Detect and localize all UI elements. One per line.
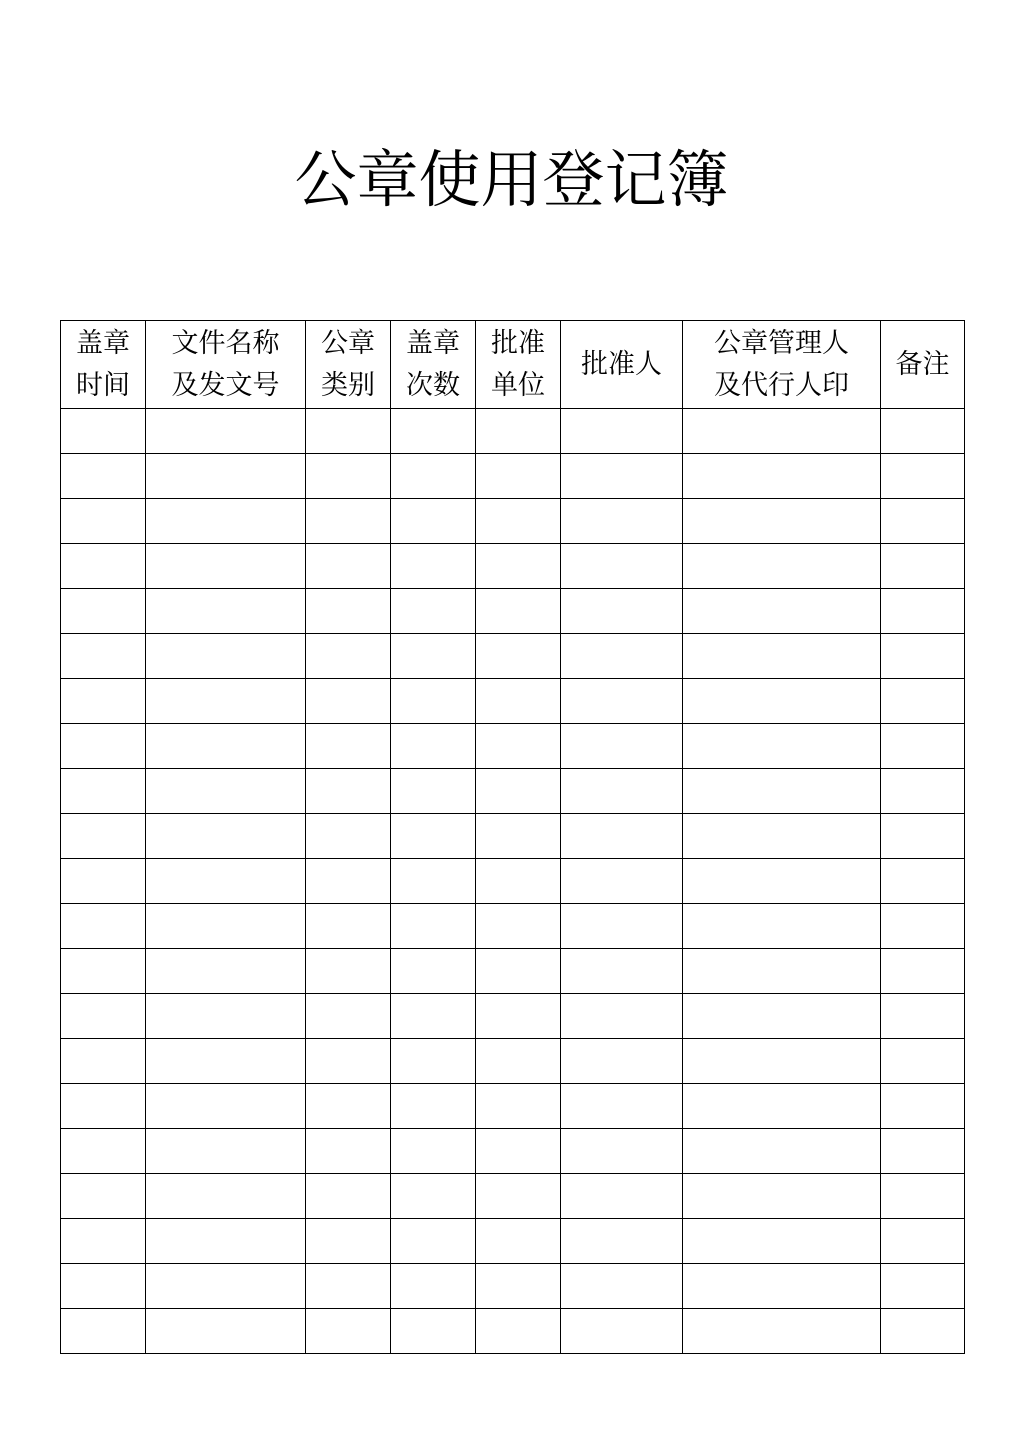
header-remarks: 备注 xyxy=(881,321,965,409)
table-row xyxy=(61,409,965,454)
table-cell[interactable] xyxy=(146,859,306,904)
table-cell[interactable] xyxy=(146,814,306,859)
table-cell[interactable] xyxy=(561,1309,683,1354)
table-cell[interactable] xyxy=(683,859,881,904)
table-cell[interactable] xyxy=(146,409,306,454)
table-cell[interactable] xyxy=(476,1039,561,1084)
table-cell[interactable] xyxy=(391,499,476,544)
table-cell[interactable] xyxy=(561,1039,683,1084)
table-cell[interactable] xyxy=(306,544,391,589)
table-cell[interactable] xyxy=(146,1084,306,1129)
table-cell[interactable] xyxy=(61,994,146,1039)
table-cell[interactable] xyxy=(61,679,146,724)
table-cell[interactable] xyxy=(561,1219,683,1264)
table-cell[interactable] xyxy=(146,904,306,949)
table-cell[interactable] xyxy=(476,544,561,589)
seal-usage-register-table xyxy=(60,320,965,1354)
table-cell[interactable] xyxy=(146,499,306,544)
table-cell[interactable] xyxy=(561,634,683,679)
table-cell[interactable] xyxy=(146,994,306,1039)
table-cell[interactable] xyxy=(306,949,391,994)
table-cell[interactable] xyxy=(683,1084,881,1129)
table-cell[interactable] xyxy=(683,769,881,814)
table-cell[interactable] xyxy=(476,409,561,454)
table-cell[interactable] xyxy=(391,994,476,1039)
table-cell[interactable] xyxy=(561,949,683,994)
table-cell[interactable] xyxy=(561,1084,683,1129)
table-row xyxy=(61,589,965,634)
table-cell[interactable] xyxy=(683,499,881,544)
table-cell[interactable] xyxy=(61,1039,146,1084)
table-cell[interactable] xyxy=(683,544,881,589)
table-cell[interactable] xyxy=(683,994,881,1039)
table-cell[interactable] xyxy=(476,859,561,904)
table-cell[interactable] xyxy=(61,1129,146,1174)
table-cell[interactable] xyxy=(391,1174,476,1219)
table-cell[interactable] xyxy=(391,409,476,454)
table-row xyxy=(61,904,965,949)
table-cell[interactable] xyxy=(683,1309,881,1354)
table-cell[interactable] xyxy=(881,499,965,544)
table-cell[interactable] xyxy=(881,814,965,859)
table-cell[interactable] xyxy=(306,904,391,949)
header-seal-count: 盖章 次数 xyxy=(391,321,476,409)
table-cell[interactable] xyxy=(146,724,306,769)
table-cell[interactable] xyxy=(881,859,965,904)
table-cell[interactable] xyxy=(306,724,391,769)
table-cell[interactable] xyxy=(561,679,683,724)
table-cell[interactable] xyxy=(476,589,561,634)
table-cell[interactable] xyxy=(476,814,561,859)
table-cell[interactable] xyxy=(391,589,476,634)
table-row xyxy=(61,454,965,499)
table-cell[interactable] xyxy=(61,1219,146,1264)
table-row xyxy=(61,994,965,1039)
table-cell[interactable] xyxy=(683,904,881,949)
page-title: 公章使用登记簿 xyxy=(294,143,729,216)
table-cell[interactable] xyxy=(476,904,561,949)
table-row xyxy=(61,499,965,544)
header-seal-type: 公章 类别 xyxy=(306,321,391,409)
table-cell[interactable] xyxy=(391,769,476,814)
table-cell[interactable] xyxy=(391,724,476,769)
table-cell[interactable] xyxy=(61,409,146,454)
table-cell[interactable] xyxy=(881,1084,965,1129)
table-cell[interactable] xyxy=(881,589,965,634)
table-cell[interactable] xyxy=(561,589,683,634)
table-cell[interactable] xyxy=(476,634,561,679)
table-cell[interactable] xyxy=(391,1264,476,1309)
table-cell[interactable] xyxy=(61,544,146,589)
table-cell[interactable] xyxy=(881,454,965,499)
table-cell[interactable] xyxy=(683,1039,881,1084)
table-cell[interactable] xyxy=(881,409,965,454)
table-cell[interactable] xyxy=(476,949,561,994)
table-cell[interactable] xyxy=(476,1264,561,1309)
table-cell[interactable] xyxy=(391,454,476,499)
table-cell[interactable] xyxy=(306,1039,391,1084)
table-cell[interactable] xyxy=(476,724,561,769)
table-cell[interactable] xyxy=(146,949,306,994)
table-cell[interactable] xyxy=(306,1264,391,1309)
table-cell[interactable] xyxy=(61,769,146,814)
table-cell[interactable] xyxy=(881,544,965,589)
table-cell[interactable] xyxy=(476,1129,561,1174)
table-cell[interactable] xyxy=(476,769,561,814)
table-cell[interactable] xyxy=(881,1219,965,1264)
table-cell[interactable] xyxy=(391,1129,476,1174)
table-cell[interactable] xyxy=(683,1219,881,1264)
table-cell[interactable] xyxy=(61,724,146,769)
table-cell[interactable] xyxy=(683,1264,881,1309)
table-cell[interactable] xyxy=(61,1084,146,1129)
table-cell[interactable] xyxy=(61,1174,146,1219)
table-cell[interactable] xyxy=(61,499,146,544)
table-cell[interactable] xyxy=(61,454,146,499)
table-cell[interactable] xyxy=(683,409,881,454)
table-cell[interactable] xyxy=(476,1219,561,1264)
table-row xyxy=(61,814,965,859)
table-cell[interactable] xyxy=(683,949,881,994)
table-cell[interactable] xyxy=(881,1039,965,1084)
table-cell[interactable] xyxy=(683,814,881,859)
table-row xyxy=(61,544,965,589)
table-row xyxy=(61,1219,965,1264)
table-cell[interactable] xyxy=(561,1174,683,1219)
table-cell[interactable] xyxy=(306,994,391,1039)
table-row xyxy=(61,1129,965,1174)
table-cell[interactable] xyxy=(391,679,476,724)
table-cell[interactable] xyxy=(561,1264,683,1309)
table-cell[interactable] xyxy=(881,724,965,769)
table-cell[interactable] xyxy=(881,949,965,994)
table-cell[interactable] xyxy=(561,454,683,499)
table-cell[interactable] xyxy=(306,1174,391,1219)
table-cell[interactable] xyxy=(391,814,476,859)
table-cell[interactable] xyxy=(146,1309,306,1354)
table-cell[interactable] xyxy=(683,1174,881,1219)
table-cell[interactable] xyxy=(561,1129,683,1174)
table-cell[interactable] xyxy=(881,994,965,1039)
table-row xyxy=(61,859,965,904)
table-cell[interactable] xyxy=(561,814,683,859)
table-cell[interactable] xyxy=(881,1309,965,1354)
table-cell[interactable] xyxy=(306,1129,391,1174)
table-cell[interactable] xyxy=(306,409,391,454)
table-cell[interactable] xyxy=(391,859,476,904)
table-cell[interactable] xyxy=(61,1309,146,1354)
table-body xyxy=(61,409,965,1354)
table-cell[interactable] xyxy=(146,1219,306,1264)
table-cell[interactable] xyxy=(306,634,391,679)
table-row xyxy=(61,1039,965,1084)
table-cell[interactable] xyxy=(476,499,561,544)
table-cell[interactable] xyxy=(561,859,683,904)
table-cell[interactable] xyxy=(391,1219,476,1264)
header-seal-keeper-and-proxy-stamp: 公章管理人 及代行人印 xyxy=(683,321,881,409)
table-row xyxy=(61,634,965,679)
table-cell[interactable] xyxy=(476,1084,561,1129)
table-cell[interactable] xyxy=(561,904,683,949)
table-cell[interactable] xyxy=(306,1309,391,1354)
table-cell[interactable] xyxy=(881,904,965,949)
table-cell[interactable] xyxy=(306,1219,391,1264)
header-seal-time: 盖章 时间 xyxy=(61,321,146,409)
table-cell[interactable] xyxy=(561,724,683,769)
table-row xyxy=(61,724,965,769)
table-cell[interactable] xyxy=(146,544,306,589)
table-cell[interactable] xyxy=(146,1174,306,1219)
table-cell[interactable] xyxy=(476,1309,561,1354)
table-row xyxy=(61,949,965,994)
table-cell[interactable] xyxy=(881,1264,965,1309)
table-cell[interactable] xyxy=(146,679,306,724)
table-cell[interactable] xyxy=(881,1129,965,1174)
table-row xyxy=(61,769,965,814)
table-cell[interactable] xyxy=(391,949,476,994)
table-cell[interactable] xyxy=(683,724,881,769)
table-cell[interactable] xyxy=(306,679,391,724)
table-cell[interactable] xyxy=(476,454,561,499)
table-cell[interactable] xyxy=(146,589,306,634)
table-row xyxy=(61,1174,965,1219)
table-cell[interactable] xyxy=(391,1039,476,1084)
header-document-name-and-number: 文件名称 及发文号 xyxy=(146,321,306,409)
table-cell[interactable] xyxy=(683,634,881,679)
header-approving-unit: 批准 单位 xyxy=(476,321,561,409)
table-cell[interactable] xyxy=(146,1264,306,1309)
table-cell[interactable] xyxy=(476,1174,561,1219)
table-cell[interactable] xyxy=(306,499,391,544)
table-cell[interactable] xyxy=(391,634,476,679)
table-cell[interactable] xyxy=(881,769,965,814)
table-cell[interactable] xyxy=(683,454,881,499)
table-cell[interactable] xyxy=(561,544,683,589)
table-cell[interactable] xyxy=(146,454,306,499)
table-cell[interactable] xyxy=(561,994,683,1039)
table-cell[interactable] xyxy=(391,544,476,589)
table-cell[interactable] xyxy=(476,994,561,1039)
table-cell[interactable] xyxy=(146,634,306,679)
table-cell[interactable] xyxy=(61,1264,146,1309)
table-cell[interactable] xyxy=(561,499,683,544)
table-cell[interactable] xyxy=(306,859,391,904)
table-cell[interactable] xyxy=(561,769,683,814)
table-cell[interactable] xyxy=(61,814,146,859)
table-cell[interactable] xyxy=(146,769,306,814)
table-cell[interactable] xyxy=(881,1174,965,1219)
table-cell[interactable] xyxy=(61,589,146,634)
table-cell[interactable] xyxy=(306,769,391,814)
table-cell[interactable] xyxy=(881,634,965,679)
table-cell[interactable] xyxy=(61,904,146,949)
table-cell[interactable] xyxy=(391,1084,476,1129)
table-cell[interactable] xyxy=(61,634,146,679)
table-cell[interactable] xyxy=(391,904,476,949)
table-cell[interactable] xyxy=(306,814,391,859)
table-cell[interactable] xyxy=(306,1084,391,1129)
table-cell[interactable] xyxy=(61,859,146,904)
table-row xyxy=(61,1264,965,1309)
table-cell[interactable] xyxy=(306,454,391,499)
table-cell[interactable] xyxy=(146,1129,306,1174)
table-cell[interactable] xyxy=(683,679,881,724)
table-cell[interactable] xyxy=(881,679,965,724)
table-cell[interactable] xyxy=(391,1309,476,1354)
table-cell[interactable] xyxy=(561,409,683,454)
table-cell[interactable] xyxy=(306,589,391,634)
table-cell[interactable] xyxy=(146,1039,306,1084)
table-cell[interactable] xyxy=(683,589,881,634)
table-row xyxy=(61,1084,965,1129)
table-header-row xyxy=(61,321,965,409)
table-cell[interactable] xyxy=(61,949,146,994)
header-approver: 批准人 xyxy=(561,321,683,409)
table-cell[interactable] xyxy=(683,1129,881,1174)
table-cell[interactable] xyxy=(476,679,561,724)
table-row xyxy=(61,679,965,724)
table-row xyxy=(61,1309,965,1354)
